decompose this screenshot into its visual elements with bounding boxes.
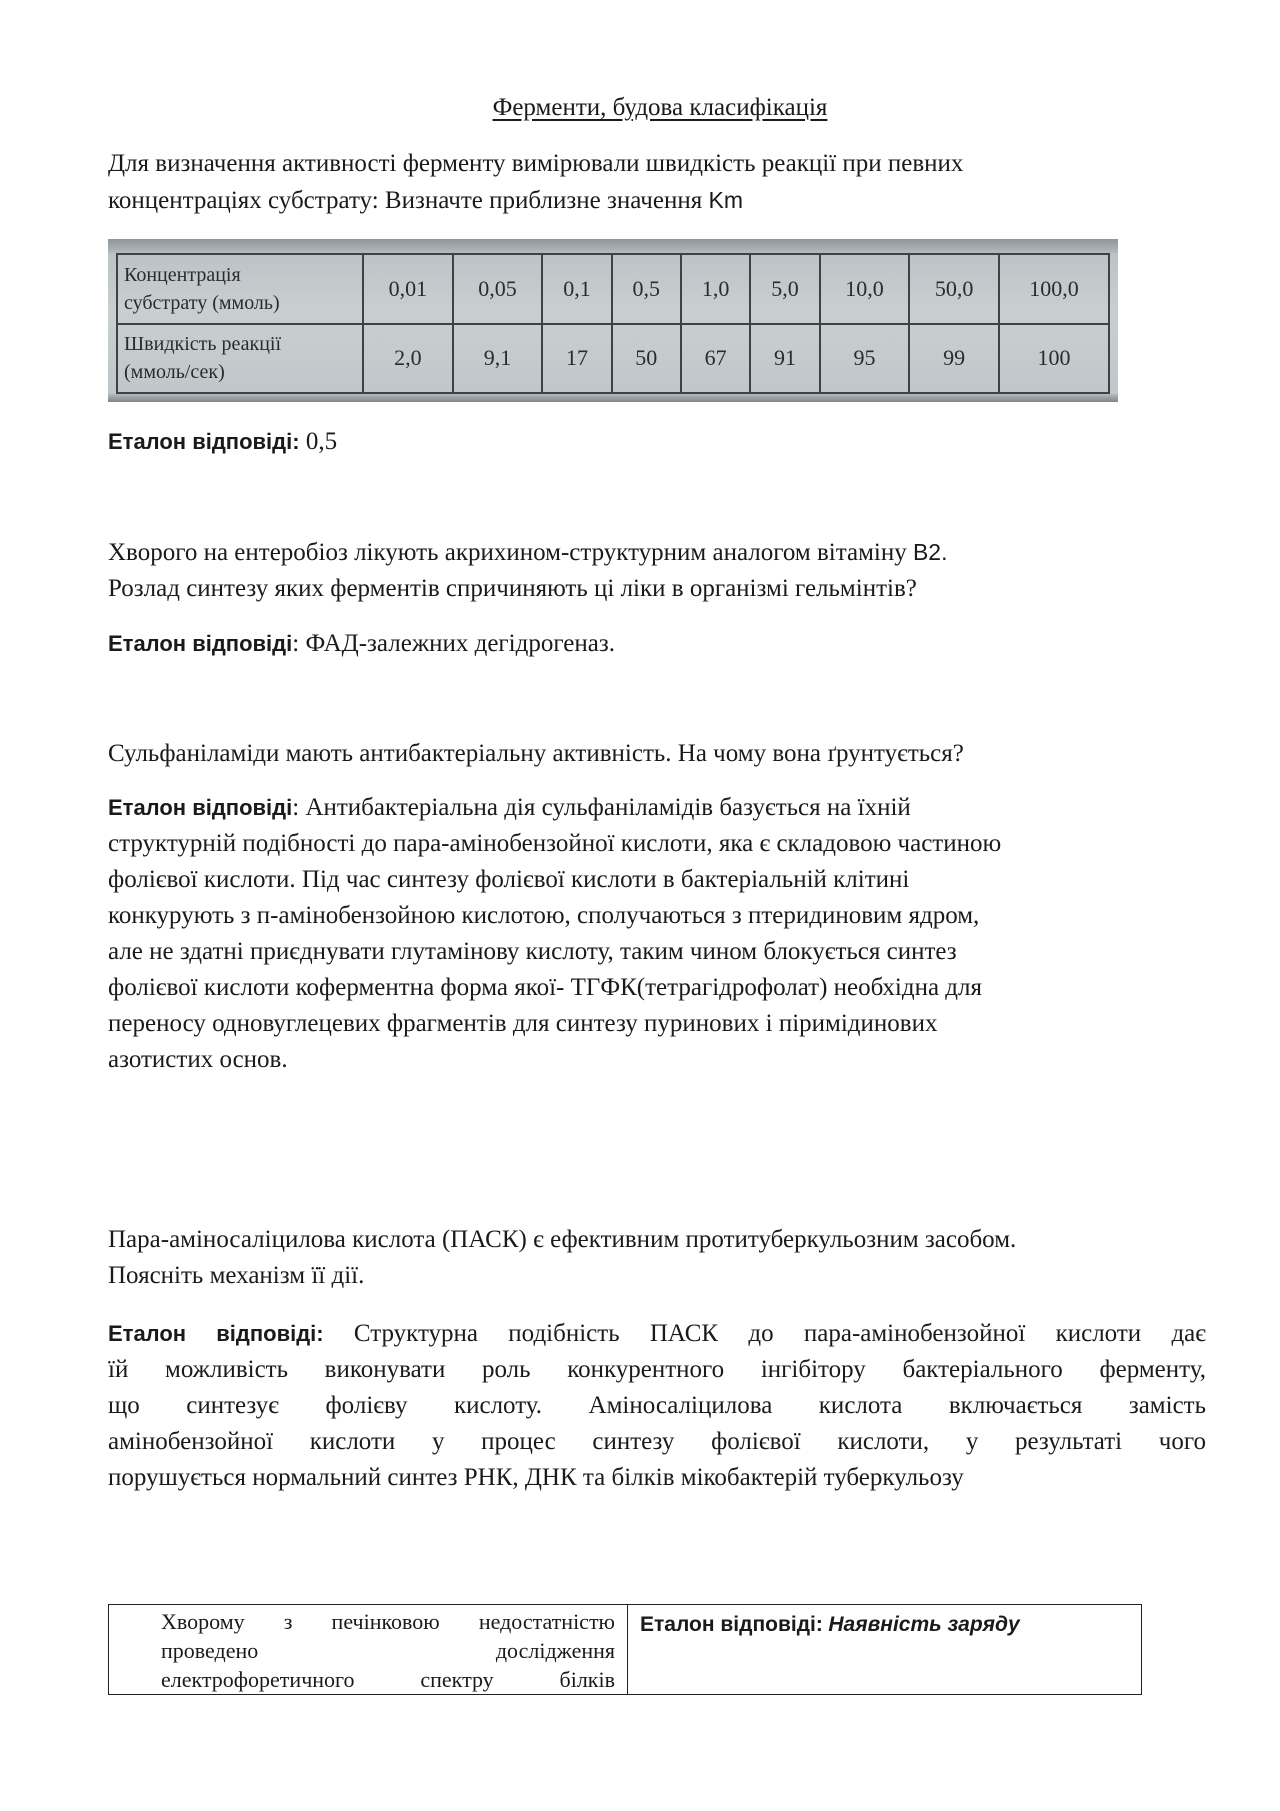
q3-answer bbox=[108, 790, 1212, 1078]
answer-line: азотистих основ. bbox=[108, 1046, 288, 1073]
answer-value: 0,5 bbox=[299, 428, 338, 455]
q2-question-line2: Розлад синтезу яких ферментів спричиняють ці ліки в організмі гельмінтів? bbox=[108, 575, 917, 602]
q2-question-line1: Хворого на ентеробіоз лікують акрихином-структурним аналогом вітаміну bbox=[108, 539, 907, 566]
q1-question-line1: Для визначення активності ферменту вимірювали швидкість реакції при певних bbox=[108, 150, 964, 177]
q5-question-line: проведено дослідження bbox=[161, 1638, 615, 1663]
q2-question bbox=[108, 534, 1212, 607]
table-row bbox=[109, 1605, 1142, 1695]
answer-line: фолієвої кислоти. Під час синтезу фолієвої кислоти в бактеріальній клітині bbox=[108, 866, 910, 893]
answer-label: Еталон відповіді bbox=[108, 631, 293, 656]
table-row-concentration bbox=[117, 254, 1109, 324]
answer-line: їй можливість виконувати роль конкурентного інгібітору бактеріального ферменту, bbox=[108, 1356, 1206, 1383]
answer-label: Еталон відповіді: bbox=[108, 429, 300, 454]
answer-line: Структурна подібність ПАСК до пара-амінобензойної кислоти дає bbox=[323, 1320, 1206, 1347]
table-cell: 0,1 bbox=[542, 254, 611, 324]
answer-label: Еталон відповіді bbox=[108, 795, 293, 820]
table-cell: 100 bbox=[999, 324, 1109, 394]
answer-value: : ФАД-залежних дегідрогеназ. bbox=[292, 630, 615, 657]
q2-answer bbox=[108, 626, 1212, 662]
table-cell: 50,0 bbox=[909, 254, 999, 324]
q4-question-line2: Поясніть механізм її дії. bbox=[108, 1262, 365, 1289]
table-cell: 67 bbox=[681, 324, 750, 394]
answer-line: переносу одновуглецевих фрагментів для синтезу пуринових і піримідинових bbox=[108, 1010, 938, 1037]
table-cell: 0,5 bbox=[612, 254, 681, 324]
table-cell: 17 bbox=[542, 324, 611, 394]
table-row-rate bbox=[117, 324, 1109, 394]
answer-line: структурній подібності до пара-амінобензойної кислоти, яка є складовою частиною bbox=[108, 830, 1002, 857]
q4-question bbox=[108, 1222, 1212, 1294]
q3-question: Сульфаніламіди мають антибактеріальну активність. На чому вона ґрунтується? bbox=[108, 740, 964, 767]
q4-answer bbox=[108, 1316, 1206, 1496]
answer-line: але не здатні приєднувати глутамінову кислоту, таким чином блокується синтез bbox=[108, 938, 957, 965]
photo-cut-edge-top bbox=[108, 239, 1118, 253]
answer-value: Наявність заряду bbox=[828, 1613, 1020, 1636]
table-cell: 0,05 bbox=[453, 254, 543, 324]
q1-answer bbox=[108, 424, 1212, 460]
table-cell: 91 bbox=[750, 324, 819, 394]
answer-line: порушується нормальний синтез РНК, ДНК та білків мікобактерій туберкульозу bbox=[108, 1464, 964, 1491]
q1-data-table bbox=[116, 253, 1110, 394]
q1-question-line2: концентраціях субстрату: Визначте приблизне значення bbox=[108, 187, 703, 214]
q1-km-term: Km bbox=[708, 187, 743, 213]
q5-question-line: Хворому з печінковою недостатністю bbox=[161, 1609, 615, 1634]
table-cell: 95 bbox=[820, 324, 910, 394]
answer-label: Еталон відповіді: bbox=[640, 1613, 823, 1636]
table-cell: 1,0 bbox=[681, 254, 750, 324]
row-label-concentration: Концентрація субстрату (ммоль) bbox=[117, 254, 363, 324]
table-cell: 50 bbox=[612, 324, 681, 394]
q5-answer-cell bbox=[628, 1605, 1142, 1695]
table-cell: 10,0 bbox=[820, 254, 910, 324]
table-cell: 5,0 bbox=[750, 254, 819, 324]
table-cell: 0,01 bbox=[363, 254, 453, 324]
answer-line: амінобензойної кислоти у процес синтезу фолієвої кислоти, у результаті чого bbox=[108, 1428, 1206, 1455]
row-label-rate: Швидкість реакції (ммоль/сек) bbox=[117, 324, 363, 394]
table-cell: 100,0 bbox=[999, 254, 1109, 324]
q1-question bbox=[108, 146, 1212, 219]
q5-question-line: електрофоретичного спектру білків bbox=[161, 1667, 615, 1692]
answer-label: Еталон відповіді: bbox=[108, 1321, 324, 1346]
table-cell: 99 bbox=[909, 324, 999, 394]
answer-line: конкурують з п-амінобензойною кислотою, сполучаються з птеридиновим ядром, bbox=[108, 902, 980, 929]
table-cell: 9,1 bbox=[453, 324, 543, 394]
q4-question-line1: Пара-аміносаліцилова кислота (ПАСК) є ефективним протитуберкульозним засобом. bbox=[108, 1226, 1017, 1253]
answer-line: що синтезує фолієву кислоту. Аміносаліцилова кислота включається замість bbox=[108, 1392, 1206, 1419]
q5-table bbox=[108, 1604, 1142, 1695]
q2-b2-term: В2. bbox=[912, 539, 948, 565]
photo-cut-edge-bottom bbox=[108, 394, 1118, 402]
answer-line: фолієвої кислоти коферментна форма якої- ТГФК(тетрагідрофолат) необхідна для bbox=[108, 974, 982, 1001]
table-cell: 2,0 bbox=[363, 324, 453, 394]
page-title: Ферменти, будова класифікація bbox=[492, 94, 828, 121]
q1-photo-table bbox=[108, 239, 1118, 402]
answer-line: : Антибактеріальна дія сульфаніламідів базується на їхній bbox=[292, 794, 911, 821]
q5-question-cell bbox=[109, 1605, 628, 1695]
